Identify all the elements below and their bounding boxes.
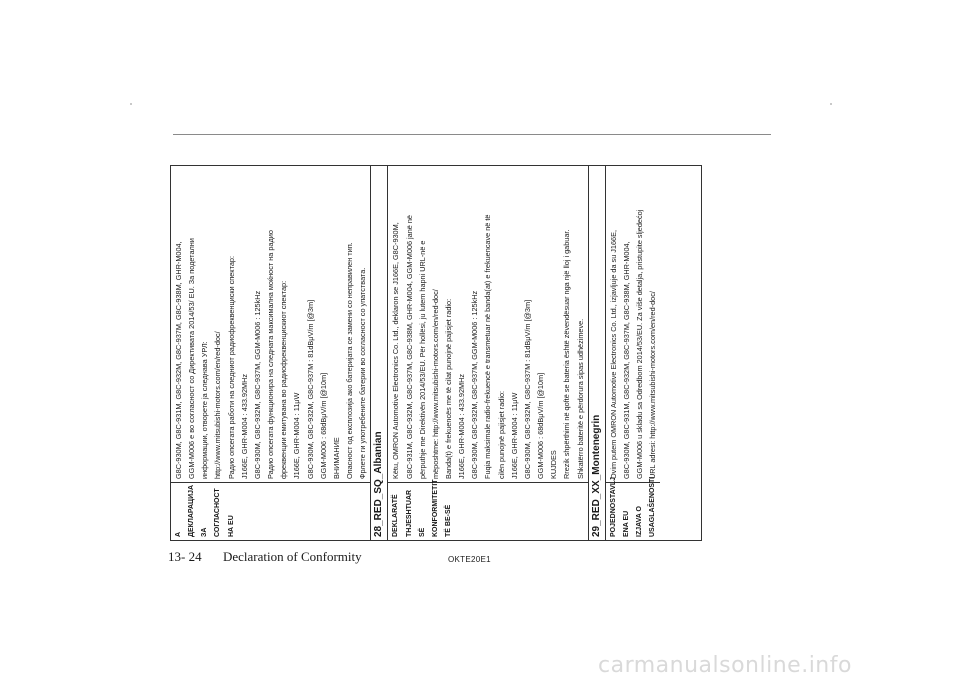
text-line: Shkatërro bateritë e përdorura sipas udhëzimeve.: [575, 318, 585, 479]
watermark-text: carmanualsonline.info: [598, 653, 852, 678]
section-label: POJEDNOSTAVLJ ENA EU IZJAVA O USAGLAŠENOSTI: [606, 482, 661, 540]
text-line: GGM-M006 е во согласност со Директивата 2014/53/ EU. За подетални: [187, 238, 197, 479]
section-heading-albanian: 28_RED_SQ_Albanian: [370, 166, 387, 540]
text-line: J166E, GHR-M004 : 11μW: [292, 392, 302, 479]
crop-mark-top-left: [130, 103, 132, 105]
text-line: G8C-930M, G8C-931M, G8C-932M, G8C-937M, G8C-938M, GHR-M004,: [621, 241, 631, 479]
text-line: Радио опсегата работи на следниот радиофреквенциски спектар:: [226, 256, 236, 479]
text-line: G8C-930M, G8C-932M, G8C-937M, GGM-M006 : 125kHz: [252, 290, 262, 479]
text-line: J166E, GHR-M004 : 433.92MHz: [457, 373, 467, 479]
header-rule: [173, 134, 771, 135]
section-albanian: [387, 166, 587, 540]
text-line: G8C-930M, G8C-932M, G8C-937M : 81dBμV/m [@3m]: [305, 299, 315, 479]
text-line: KUJDES: [549, 450, 559, 479]
text-line: Banda(t) e frekuencës me të cilat punojnë pajisjet radio:: [443, 298, 453, 479]
text-line: GGM-M006 : 68dBμV/m [@10m]: [318, 372, 328, 479]
section-content: [606, 166, 661, 482]
section-montenegrin: [605, 166, 661, 540]
text-line: URL adresi: http://www.mitsubishi-motors.com/en/red-doc/: [648, 291, 658, 479]
text-line: Ovim putem OMRON Automotive Electronics Co. Ltd., izjavljuje da su J166E,: [608, 229, 618, 479]
text-line: Фрлете ги употребените батерии во согласност со упатствата.: [358, 267, 368, 479]
section-macedonian: [171, 166, 370, 540]
text-line: G8C-931M, G8C-932M, G8C-937M, G8C-938M, GHR-M004, GGM-M006 janë në: [404, 215, 414, 479]
text-line: http://www.mitsubishi-motors.com/en/red-doc/: [213, 331, 223, 479]
conformity-table: [170, 165, 702, 541]
text-line: G8C-930M, G8C-931M, G8C-932M, G8C-937M, G8C-938M, GHR-M004,: [174, 241, 183, 479]
section-heading-montenegrin: 29_RED_XX_Montenegrin: [588, 166, 605, 540]
text-line: mëposhtme: http://www.mitsubishi-motors.com/en/red-doc/: [430, 289, 440, 479]
text-line: J166E, GHR-M004 : 11μW: [509, 392, 519, 479]
text-line: përputhje me Direktivën 2014/53/EU. Për hollësi, ju lutem hapni URL-në e: [417, 240, 427, 479]
document-code: OKTE20E1: [448, 555, 491, 564]
text-line: GGM-M006 u skladu sa Odredbom 2014/53/EU. Za više detalja, pristupite sljedećoj: [635, 209, 644, 479]
text-line: фреквенции емитувана во радиофреквенцискиот спектар:: [279, 280, 289, 479]
text-line: G8C-930M, G8C-932M, G8C-937M, GGM-M006 : 125kHz: [470, 290, 480, 479]
page-number: 13- 24: [168, 549, 202, 564]
text-line: Rrezik shpërthimi në qoftë se bateria është zëvendësuar nga një lloj i gabuar.: [562, 229, 572, 479]
text-line: Опасност од експлозија ако батеријата се замени со неправилен тип.: [345, 242, 355, 479]
text-line: cilën punojnë pajisjet radio:: [496, 390, 506, 479]
page-title: Declaration of Conformity: [223, 549, 362, 564]
crop-mark-top-right: [830, 103, 832, 105]
section-content: [171, 166, 370, 482]
section-label: А ДЕКЛАРАЦИЈА ЗА СОГЛАСНОСТ НА EU: [171, 482, 370, 540]
text-line: Këtu, OMRON Automotive Electronics Co. Ltd., deklaron se J166E, G8C-930M,: [391, 222, 401, 479]
text-line: Fuqia maksimale radio-frekuencë e transmetuar në banda(at) e frekuencave në të: [483, 214, 493, 479]
text-line: Радио опсегата функционира на следната максимална моќност на радио: [266, 230, 276, 479]
text-line: J166E, GHR-M004 : 433.92MHz: [239, 373, 249, 479]
section-content: [388, 166, 587, 482]
text-line: G8C-930M, G8C-932M, G8C-937M : 81dBμV/m [@3m]: [522, 299, 532, 479]
text-line: ВНИМАНИЕ: [331, 437, 341, 479]
section-label: DEKLARATË THJESHTUAR SË KONFORMITETIT TË BE-SË: [388, 482, 587, 540]
text-line: информации, отворете ја следнава УРЛ:: [200, 341, 210, 479]
text-line: GGM-M006 : 68dBμV/m [@10m]: [536, 372, 546, 479]
